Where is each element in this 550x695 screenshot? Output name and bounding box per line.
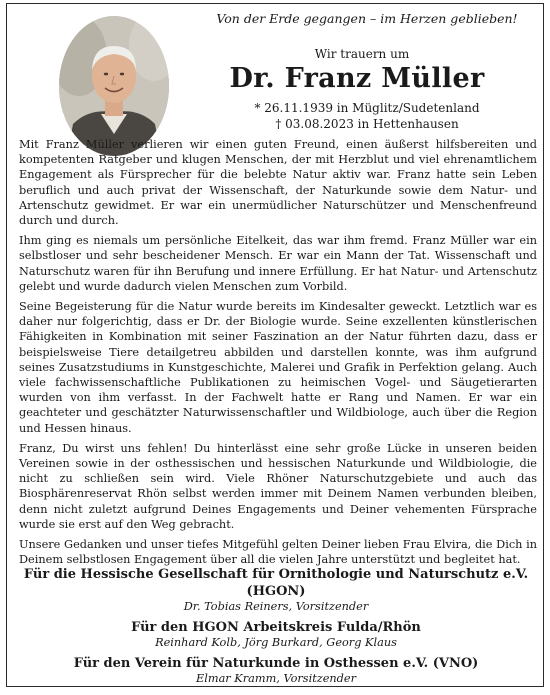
motto-line: Von der Erde gegangen – im Herzen geblieben! xyxy=(216,11,518,26)
org-name-ak-fulda: Für den HGON Arbeitskreis Fulda/Rhön xyxy=(131,620,421,635)
obituary-notice xyxy=(6,3,544,687)
signatories-ak-fulda: Reinhard Kolb, Jörg Burkard, Georg Klaus xyxy=(155,636,397,649)
paragraph: Seine Begeisterung für die Natur wurde bereits im Kindesalter geweckt. Letztlich war es daher nur folgerichtig, dass er Dr. der Biologie wurde. Seine exzellenten künstlerischen Fähigkeiten in Kombination mit seiner Faszination an der Natur führten dazu, dass er beispielsweise Tiere detailgetreu abbilden und darstellen konnte, was ihm aufgrund seines Zusatzstudiums in Kunstgeschichte, Malerei und Grafik in Perfektion gelang. Auch viele fachwissenschaftliche Publikationen zu heimischen Vogel- und Säugetierarten wurden von ihm verfasst. In der Fachwelt hatte er Rang und Namen. Er war ein geachteter und geschätzter Naturwissenschaftler und Wildbiologe, auch über die Region und Hessen hinaus. xyxy=(19,300,537,435)
signatories-hgon: Dr. Tobias Reiners, Vorsitzender xyxy=(183,600,369,613)
paragraph: Ihm ging es niemals um persönliche Eitelkeit, das war ihm fremd. Franz Müller war ein selbstloser und sehr bescheidener Mensch. Er war ein Mann der Tat. Wissenschaft und Naturschutz waren für ihn Berufung und innere Erfüllung. Er hat Natur- und Artenschutz gelebt und wurde dadurch vielen Menschen zum Vorbild. xyxy=(19,234,537,293)
paragraph: Mit Franz Müller verlieren wir einen guten Freund, einen äußerst hilfsbereiten und kompetenten Ratgeber und klugen Menschen, der mit Herzblut und viel ehrenamtlichem Engagement als Fürsprecher für die belebte Natur aktiv war. Franz hatte sein Leben beruflich und auch privat der Wissenschaft, der Naturkunde sowie dem Natur- und Artenschutz gewidmet. Er war ein unermüdlicher Naturschützer und Menschenfreund durch und durch. xyxy=(19,138,537,228)
portrait-photo xyxy=(59,16,169,156)
life-dates xyxy=(197,100,537,132)
org-name-hgon: Für die Hessische Gesellschaft für Ornithologie und Naturschutz e.V. (HGON) xyxy=(23,567,529,599)
mourning-intro: Wir trauern um xyxy=(314,47,410,61)
paragraph: Franz, Du wirst uns fehlen! Du hinterlässt eine sehr große Lücke in unseren beiden Vereinen sowie in der osthessischen und hessischen Naturkunde und Wildbiologie, die nicht zu schließen sein wird. Viele Rhöner Naturschutzgebiete und auch das Biosphärenreservat Rhön selbst werden immer mit Deinem Namen verbunden bleiben, denn nicht zuletzt aufgrund Deines Engagements und Deiner vehementen Fürsprache wurde sie erst auf den Weg gebracht. xyxy=(19,441,537,531)
death-date: † 03.08.2023 in Hettenhausen xyxy=(275,117,459,131)
org-name-vno: Für den Verein für Naturkunde in Osthessen e.V. (VNO) xyxy=(73,656,479,671)
deceased-name: Dr. Franz Müller xyxy=(229,63,485,94)
portrait-figure-icon xyxy=(59,16,169,156)
obituary-text xyxy=(19,137,537,572)
signatories-vno: Elmar Kramm, Vorsitzender xyxy=(196,672,356,685)
paragraph: Unsere Gedanken und unser tiefes Mitgefühl gelten Deiner lieben Frau Elvira, die Dich in Deinem selbstlosen Engagement über all die vielen Jahre unterstützt und begleitet hat. xyxy=(19,538,537,567)
signatures xyxy=(15,566,537,691)
birth-date: * 26.11.1939 in Müglitz/Sudetenland xyxy=(254,101,480,115)
